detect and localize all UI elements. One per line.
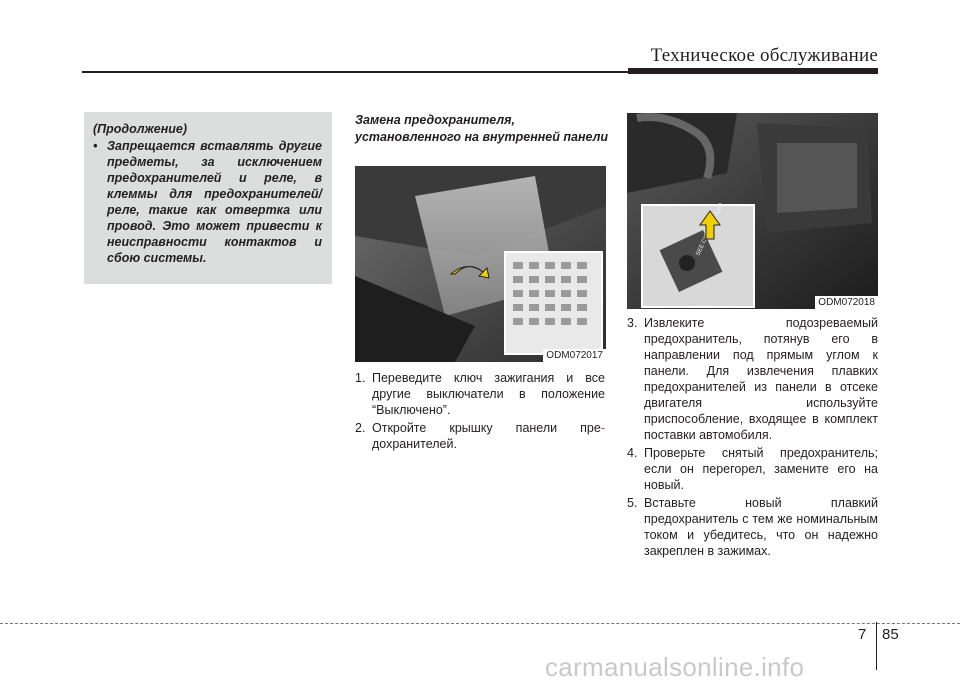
section-heading: Замена предохранителя, установленного на внутренней панели <box>355 113 609 144</box>
step-text: Вставьте новый плавкий предохранитель с тем же номинальным током и убедитесь, что он надежно закреплен в зажимах. <box>644 496 878 558</box>
bullet-icon: • <box>93 139 98 153</box>
hyphen-mark: - <box>600 421 605 435</box>
step-number: 3. <box>627 316 638 330</box>
note-heading: (Продолжение) <box>93 122 188 136</box>
note-box <box>84 112 332 284</box>
page-header-title: Техническое обслуживание <box>650 45 878 66</box>
step-4 <box>627 445 878 493</box>
interior-fuse-panel-illustration <box>355 166 606 362</box>
step-text: Извлеките подозреваемый предохранитель, потянув его в направлении под прямым углом к панели. Для извлечения плавких предохранителей из панели в отсеке двигателя используйте приспособление, входящее в комплект поставки автомобиля. <box>644 316 878 442</box>
step-5 <box>627 495 878 559</box>
header-rule <box>82 71 628 73</box>
step-text: Проверьте снятый предохранитель; если он перегорел, замените его на новый. <box>644 446 878 492</box>
figure-label: ODM072018 <box>815 296 878 309</box>
step-number: 2. <box>355 421 366 435</box>
footer-rule <box>0 623 960 624</box>
page-number-divider <box>876 622 877 670</box>
steps-column-right <box>627 315 878 561</box>
engine-fuse-illustration <box>627 113 878 309</box>
step-text <box>372 420 605 452</box>
step-text-end: дохранителей. <box>372 437 457 451</box>
engine-fuse-photo <box>627 113 878 309</box>
interior-fuse-panel-photo <box>355 166 606 362</box>
header-rule-accent <box>628 68 878 74</box>
chapter-number: 7 <box>858 626 867 643</box>
step-text: Переведите ключ зажигания и все другие выключатели в положение “Выключено”. <box>372 371 605 417</box>
step-3 <box>627 315 878 443</box>
note-bullet-item <box>93 138 322 266</box>
figure-label: ODM072017 <box>543 349 606 362</box>
note-text: Запрещается вставлять другие предметы, за исключением предохранителей и реле, в клеммы для предохранителей/реле, такие как отвертка или провод. Это может привести к неисправности контактов и сбою системы. <box>107 139 322 265</box>
step-number: 5. <box>627 496 638 510</box>
page-number: 85 <box>882 626 899 643</box>
step-1 <box>355 370 605 418</box>
step-2 <box>355 420 605 452</box>
step-number: 4. <box>627 446 638 460</box>
steps-column-left <box>355 370 605 454</box>
step-text-main: Откройте крышку панели пре <box>372 421 601 435</box>
watermark: carmanualsonline.info <box>545 652 805 682</box>
fuse-label-text: SEE AMP <box>695 202 726 257</box>
step-number: 1. <box>355 371 366 385</box>
